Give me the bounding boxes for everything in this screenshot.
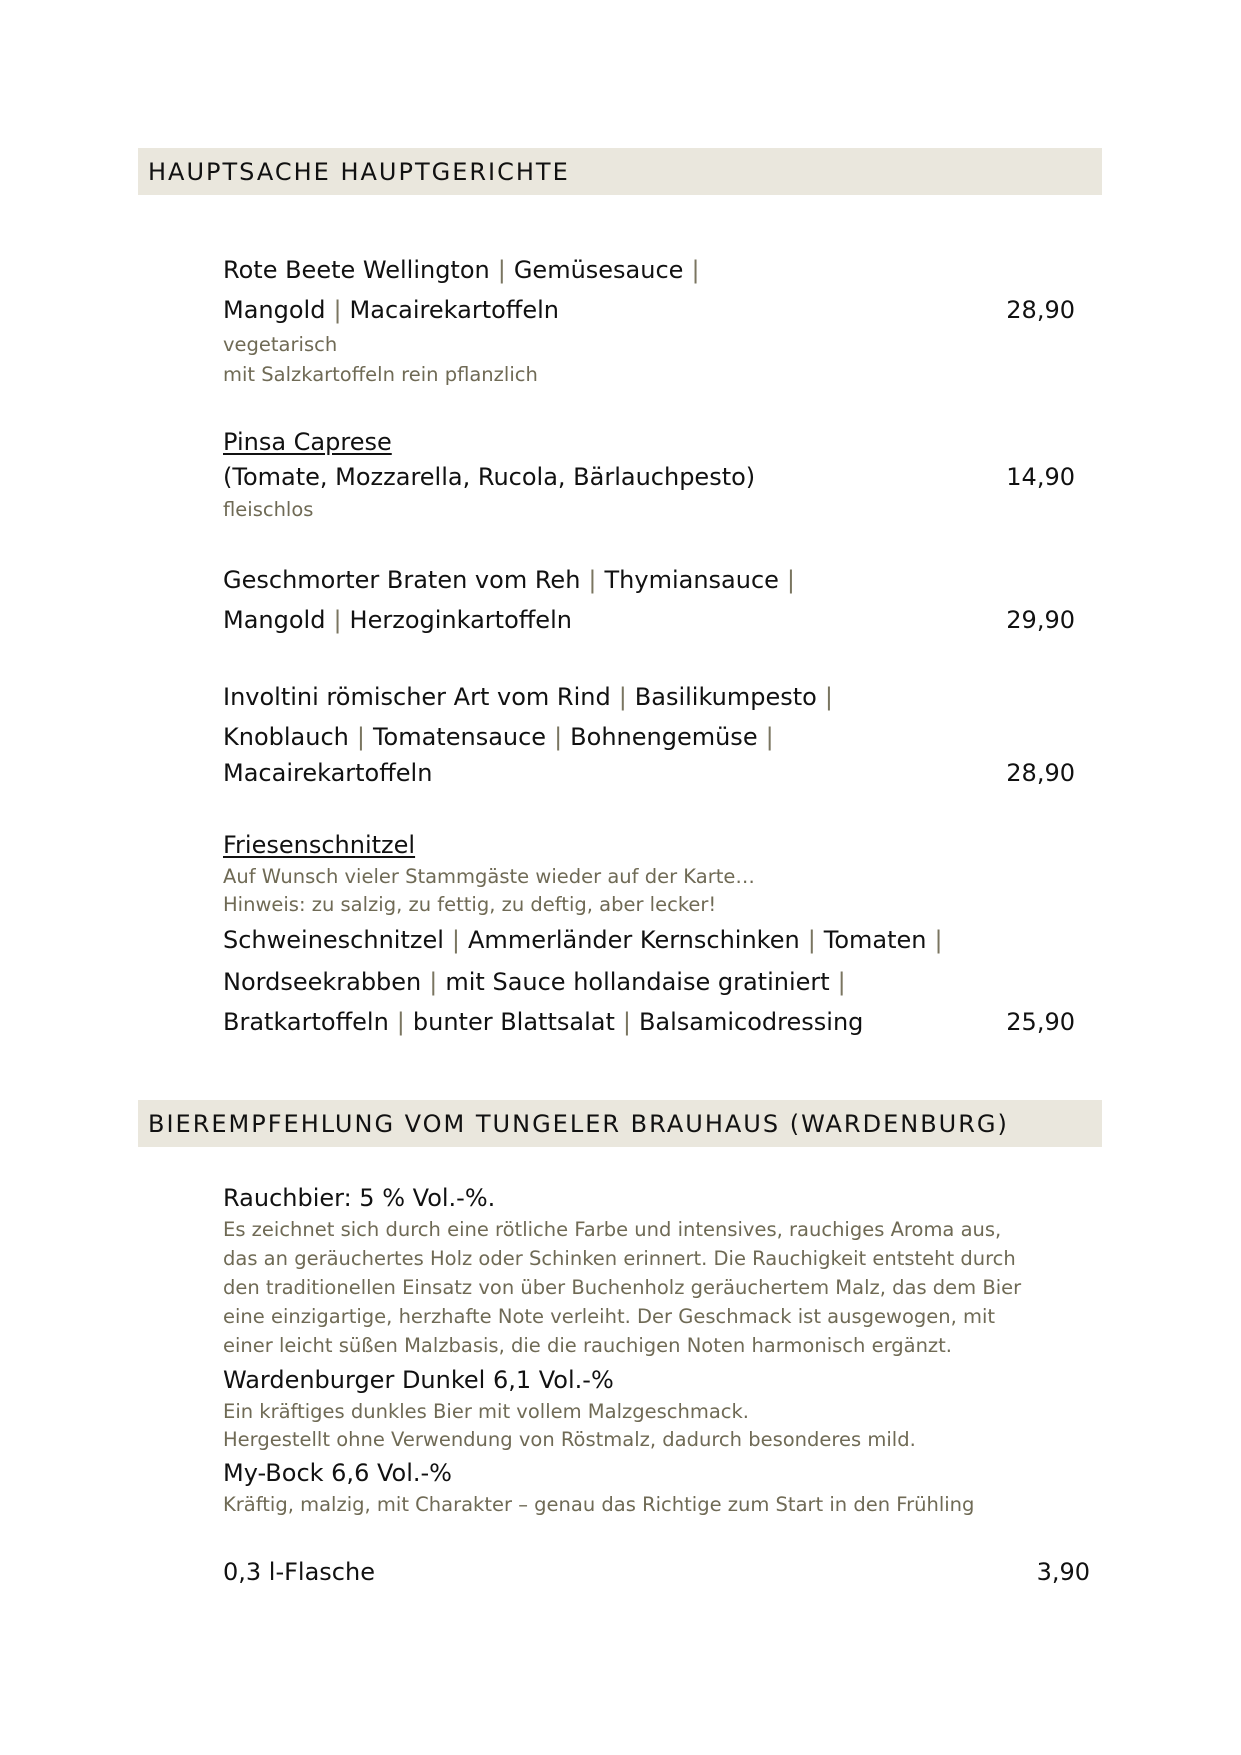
- beer-desc: den traditionellen Einsatz von über Buchenholz geräuchertem Malz, das dem Bier: [223, 1276, 1022, 1299]
- dish-line: Macairekartoffeln: [223, 759, 433, 787]
- ingredient: Schweineschnitzel: [223, 926, 444, 954]
- separator-icon: |: [333, 606, 342, 634]
- dish-note: Hinweis: zu salzig, zu fettig, zu deftig, aber lecker!: [223, 893, 717, 916]
- dish-price: 25,90: [1006, 1008, 1075, 1036]
- dish-price: 29,90: [1006, 606, 1075, 634]
- ingredient: Mangold: [223, 296, 326, 324]
- separator-icon: |: [934, 926, 943, 954]
- dish-price: 28,90: [1006, 759, 1075, 787]
- separator-icon: |: [837, 968, 846, 996]
- beer-desc: das an geräuchertes Holz oder Schinken erinnert. Die Rauchigkeit entsteht durch: [223, 1247, 1016, 1270]
- separator-icon: |: [396, 1008, 405, 1036]
- beer-desc: einer leicht süßen Malzbasis, die die rauchigen Noten harmonisch ergänzt.: [223, 1334, 953, 1357]
- dish-title: Friesenschnitzel: [223, 831, 416, 859]
- separator-icon: |: [824, 683, 833, 711]
- dish-note: mit Salzkartoffeln rein pflanzlich: [223, 363, 538, 386]
- serving-label: 0,3 l-Flasche: [223, 1558, 375, 1586]
- ingredient: Tomatensauce: [372, 723, 547, 751]
- dish-line: [223, 1007, 863, 1037]
- beer-desc: Hergestellt ohne Verwendung von Röstmalz, dadurch besonderes mild.: [223, 1428, 916, 1451]
- separator-icon: |: [691, 256, 700, 284]
- separator-icon: |: [554, 723, 563, 751]
- section-header-beer: [138, 1100, 1102, 1147]
- ingredient: Bohnengemüse: [570, 723, 758, 751]
- ingredient: Ammerländer Kernschinken: [468, 926, 800, 954]
- ingredient: Rote Beete Wellington: [223, 256, 490, 284]
- separator-icon: |: [356, 723, 365, 751]
- dish-note: Auf Wunsch vieler Stammgäste wieder auf der Karte…: [223, 865, 755, 888]
- separator-icon: |: [618, 683, 627, 711]
- ingredient: bunter Blattsalat: [412, 1008, 615, 1036]
- beer-name: Rauchbier: 5 % Vol.-%.: [223, 1184, 496, 1212]
- ingredient: Thymiansauce: [604, 566, 779, 594]
- ingredient: Knoblauch: [223, 723, 349, 751]
- ingredient: Nordseekrabben: [223, 968, 422, 996]
- beer-name: Wardenburger Dunkel 6,1 Vol.-%: [223, 1366, 614, 1394]
- ingredient: Herzoginkartoffeln: [349, 606, 572, 634]
- dish-line: [223, 255, 708, 285]
- dish-line: [223, 682, 841, 712]
- ingredient: Geschmorter Braten vom Reh: [223, 566, 581, 594]
- separator-icon: |: [622, 1008, 631, 1036]
- dish-price: 14,90: [1006, 463, 1075, 491]
- dish-line: (Tomate, Mozzarella, Rucola, Bärlauchpesto): [223, 463, 756, 491]
- separator-icon: |: [786, 566, 796, 594]
- beer-desc: Ein kräftiges dunkles Bier mit vollem Malzgeschmack.: [223, 1400, 749, 1423]
- beer-desc: eine einzigartige, herzhafte Note verleiht. Der Geschmack ist ausgewogen, mit: [223, 1305, 996, 1328]
- section-header-main-dishes: [138, 148, 1102, 195]
- ingredient: Macairekartoffeln: [349, 296, 559, 324]
- dish-line: [223, 967, 854, 997]
- dish-line: [223, 925, 951, 955]
- separator-icon: |: [807, 926, 816, 954]
- dish-price: 28,90: [1006, 296, 1075, 324]
- beer-desc: Es zeichnet sich durch eine rötliche Farbe und intensives, rauchiges Aroma aus,: [223, 1218, 1002, 1241]
- section-title: HAUPTSACHE HAUPTGERICHTE: [148, 157, 570, 186]
- dish-title: Pinsa Caprese: [223, 428, 392, 456]
- ingredient: mit Sauce hollandaise gratiniert: [445, 968, 830, 996]
- dish-line: [223, 605, 572, 635]
- separator-icon: |: [333, 296, 342, 324]
- ingredient: Basilikumpesto: [634, 683, 817, 711]
- ingredient: Bratkartoffeln: [223, 1008, 389, 1036]
- separator-icon: |: [429, 968, 438, 996]
- dish-line: [223, 565, 803, 595]
- dish-note: vegetarisch: [223, 333, 338, 356]
- separator-icon: |: [497, 256, 506, 284]
- ingredient: Involtini römischer Art vom Rind: [223, 683, 611, 711]
- separator-icon: |: [588, 566, 597, 594]
- beer-name: My-Bock 6,6 Vol.-%: [223, 1459, 452, 1487]
- separator-icon: |: [765, 723, 774, 751]
- beer-desc: Kräftig, malzig, mit Charakter – genau das Richtige zum Start in den Frühling: [223, 1493, 975, 1516]
- section-title: BIEREMPFEHLUNG VOM TUNGELER BRAUHAUS (WARDENBURG): [148, 1109, 1009, 1138]
- dish-note: fleischlos: [223, 498, 314, 521]
- serving-price: 3,90: [1036, 1558, 1090, 1586]
- ingredient: Gemüsesauce: [513, 256, 684, 284]
- dish-line: [223, 295, 559, 325]
- dish-line: [223, 722, 782, 752]
- ingredient: Tomaten: [823, 926, 927, 954]
- separator-icon: |: [451, 926, 461, 954]
- ingredient: Mangold: [223, 606, 326, 634]
- ingredient: Balsamicodressing: [638, 1008, 864, 1036]
